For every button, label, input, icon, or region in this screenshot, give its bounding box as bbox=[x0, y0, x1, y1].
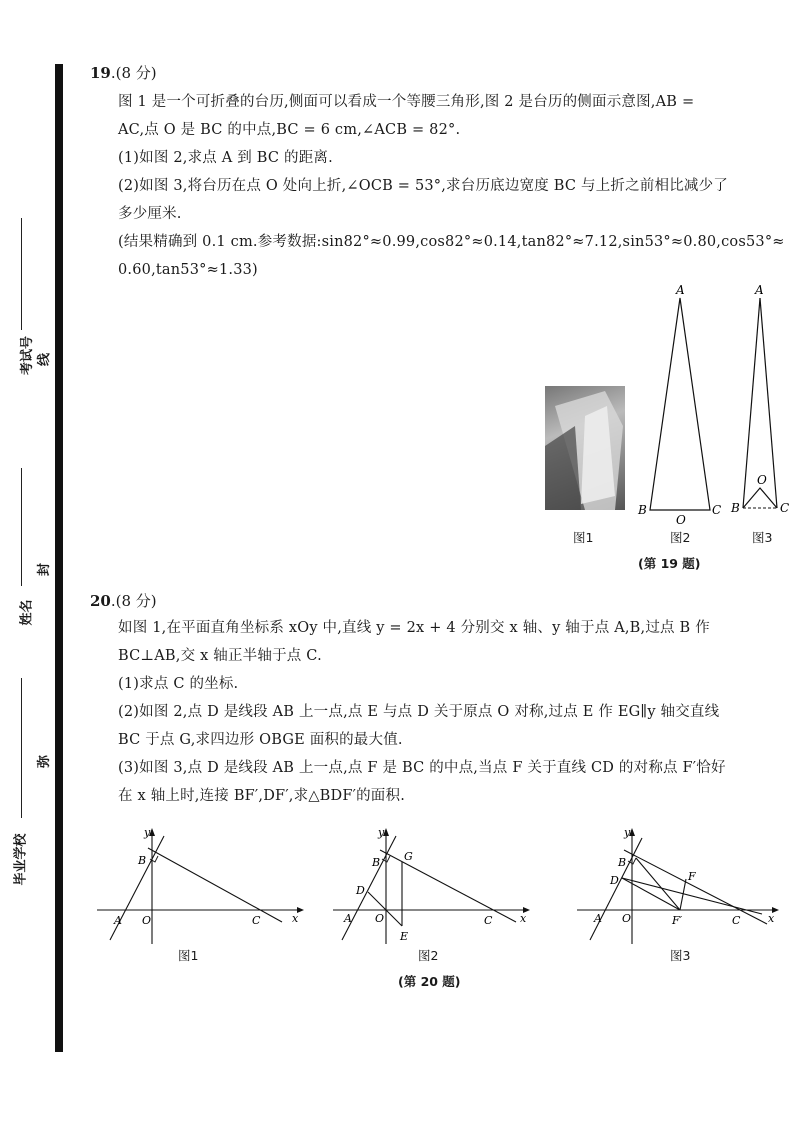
fig1-label-x: x bbox=[292, 912, 299, 925]
fig3-label-F: F bbox=[688, 870, 696, 883]
fig2-label-C: C bbox=[712, 503, 722, 517]
q19-header bbox=[90, 62, 157, 83]
fig2-label-y: y bbox=[378, 826, 385, 839]
fig3-label-O: O bbox=[622, 912, 632, 925]
bind-mark: 弥 bbox=[37, 754, 53, 769]
q20-fig3-caption: 图3 bbox=[670, 948, 691, 963]
q20-fig1-caption: 图1 bbox=[178, 948, 199, 963]
fig3-label-x: x bbox=[768, 912, 775, 925]
q20-fig3 bbox=[572, 822, 784, 947]
q20-header bbox=[90, 590, 157, 611]
seal-mark: 封 bbox=[37, 562, 53, 577]
fig2-label-D: D bbox=[356, 884, 365, 897]
fig2-line-DE bbox=[368, 892, 402, 926]
fig1-label-y: y bbox=[144, 826, 151, 839]
fig3-line-DC bbox=[622, 878, 762, 914]
fig2-line-BC bbox=[380, 850, 516, 922]
exam-number-line bbox=[21, 218, 22, 330]
q19-fig3 bbox=[730, 280, 800, 530]
fig3-label-D: D bbox=[610, 874, 619, 887]
fig3-label-A: A bbox=[594, 912, 602, 925]
line-mark: 线 bbox=[37, 352, 53, 367]
q20-line-6: (3)如图 3,点 D 是线段 AB 上一点,点 F 是 BC 的中点,当点 F 关于直线 CD 的对称点 F′恰好 bbox=[118, 760, 726, 776]
fig2-label-O: O bbox=[676, 513, 686, 527]
fig2-label-B: B bbox=[638, 503, 647, 517]
fig1-label-B: B bbox=[138, 854, 147, 867]
q19-fig2 bbox=[630, 280, 730, 530]
q20-fig2 bbox=[328, 822, 533, 947]
q19-line-7: 0.60,tan53°≈1.33) bbox=[118, 262, 258, 278]
q19-line-5: 多少厘米. bbox=[118, 206, 182, 222]
q20-number: 20 bbox=[90, 592, 111, 610]
fig1-label-O: O bbox=[142, 914, 152, 927]
fig2-triangle bbox=[650, 298, 710, 510]
fig2-label-x: x bbox=[520, 912, 527, 925]
fig2-label-E: E bbox=[400, 930, 409, 943]
q20-fig1 bbox=[92, 822, 307, 947]
q19-fig2-caption: 图2 bbox=[670, 530, 691, 545]
q19-fig3-caption: 图3 bbox=[752, 530, 773, 545]
fig2-label-C: C bbox=[484, 914, 493, 927]
q19-line-4: (2)如图 3,将台历在点 O 处向上折,∠OCB = 53°,求台历底边宽度 BC 与上折之前相比减少了 bbox=[118, 178, 728, 194]
fig3-fold bbox=[743, 488, 777, 508]
fig3-label-C: C bbox=[780, 501, 790, 515]
fig2-label-A: A bbox=[676, 283, 685, 297]
q19-number: 19 bbox=[90, 64, 111, 82]
q20-line-2: BC⊥AB,交 x 轴正半轴于点 C. bbox=[118, 648, 322, 664]
q20-caption: (第 20 题) bbox=[398, 974, 461, 989]
q20-line-5: BC 于点 G,求四边形 OBGE 面积的最大值. bbox=[118, 732, 403, 748]
binding-bar bbox=[55, 64, 63, 1052]
q20-body bbox=[118, 614, 786, 810]
calendar-photo bbox=[545, 386, 625, 510]
q19-line-3: (1)如图 2,求点 A 到 BC 的距离. bbox=[118, 150, 333, 166]
name-label: 姓名 bbox=[19, 599, 35, 626]
fig3-line-BC bbox=[624, 850, 767, 924]
q20-line-3: (1)求点 C 的坐标. bbox=[118, 676, 239, 692]
q20-line-1: 如图 1,在平面直角坐标系 xOy 中,直线 y = 2x + 4 分别交 x 轴、y 轴于点 A,B,过点 B 作 bbox=[118, 620, 710, 636]
q20-points: .(8 分) bbox=[110, 592, 157, 610]
fig2-label-B: B bbox=[372, 856, 381, 869]
fig3-line-BFp bbox=[636, 858, 680, 910]
fig3-label-B: B bbox=[618, 856, 627, 869]
school-line bbox=[21, 678, 22, 818]
fig3-label-B: B bbox=[731, 501, 740, 515]
exam-number-label: 考试号 bbox=[20, 335, 36, 376]
q19-line-1: 图 1 是一个可折叠的台历,侧面可以看成一个等腰三角形,图 2 是台历的侧面示意图,AB = bbox=[118, 94, 695, 110]
fig2-label-A: A bbox=[344, 912, 352, 925]
q20-fig2-caption: 图2 bbox=[418, 948, 439, 963]
q19-body bbox=[118, 88, 786, 284]
fig1-line-BC bbox=[148, 848, 282, 922]
school-label: 毕业学校 bbox=[13, 833, 29, 886]
fig3-label-Fp: F′ bbox=[672, 914, 683, 927]
q19-line-6: (结果精确到 0.1 cm.参考数据:sin82°≈0.99,cos82°≈0.14,tan82°≈7.12,sin53°≈0.80,cos53°≈ bbox=[118, 234, 785, 250]
q19-line-2: AC,点 O 是 BC 的中点,BC = 6 cm,∠ACB = 82°. bbox=[118, 122, 461, 138]
fig3-label-O: O bbox=[757, 473, 767, 487]
q19-caption: (第 19 题) bbox=[638, 556, 701, 571]
q19-points: .(8 分) bbox=[110, 64, 157, 82]
q19-fig1-caption: 图1 bbox=[573, 530, 594, 545]
fig3-line-DFp bbox=[622, 878, 680, 910]
fig3-label-A: A bbox=[755, 283, 764, 297]
fig3-label-y: y bbox=[624, 826, 631, 839]
fig2-label-G: G bbox=[404, 850, 413, 863]
name-line bbox=[21, 468, 22, 586]
fig1-label-C: C bbox=[252, 914, 261, 927]
fig2-label-O: O bbox=[375, 912, 385, 925]
q20-line-4: (2)如图 2,点 D 是线段 AB 上一点,点 E 与点 D 关于原点 O 对称,过点 E 作 EG∥y 轴交直线 bbox=[118, 704, 720, 720]
q20-line-7: 在 x 轴上时,连接 BF′,DF′,求△BDF′的面积. bbox=[118, 788, 406, 804]
fig1-label-A: A bbox=[114, 914, 122, 927]
fig3-label-C: C bbox=[732, 914, 741, 927]
